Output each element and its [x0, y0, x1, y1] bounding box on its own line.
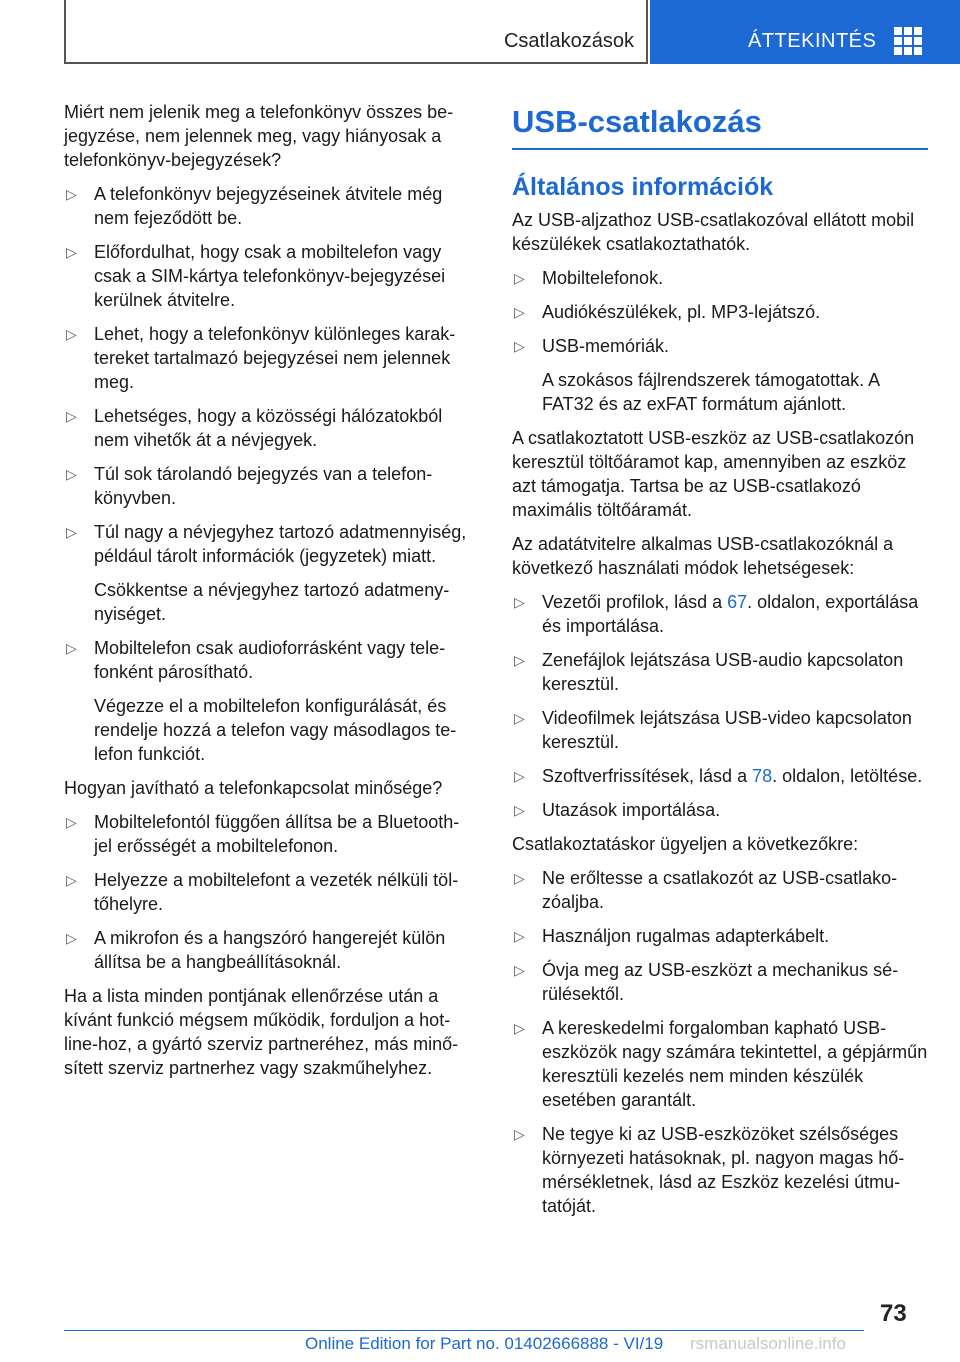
list-item: ▷ Vezetői profilok, lásd a 67. oldalon, exportálása és importálása. — [514, 592, 919, 636]
triangle-bullet-icon: ▷ — [514, 928, 525, 944]
triangle-bullet-icon: ▷ — [514, 710, 525, 726]
page-link[interactable]: 67 — [727, 592, 748, 612]
section-title: Csatlakozások — [503, 30, 634, 52]
triangle-bullet-icon: ▷ — [66, 244, 77, 260]
list-item: ▷ Mobiltelefon csak audioforrásként vagy telefonként párosítható. — [66, 638, 446, 682]
header-section-box — [64, 0, 648, 64]
triangle-bullet-icon: ▷ — [514, 802, 525, 818]
grid-icon[interactable] — [894, 27, 922, 55]
header-tab[interactable] — [650, 0, 960, 64]
paragraph: A csatlakoztatott USB-eszköz az USB-csatlakozón keresztül töltőáramot kap, amennyiben az eszköz azt támogatja. Tartsa be az USB-csatlakozó maximális töltőáramát. — [512, 428, 915, 520]
subsection-heading: Általános információk — [512, 173, 774, 201]
triangle-bullet-icon: ▷ — [514, 1020, 525, 1036]
list-item: ▷ Használjon rugalmas adapterkábelt. — [514, 926, 830, 946]
list-item: ▷ A kereskedelmi forgalomban kapható USB-eszközök nagy számára tekintettel, a gépjárműn keresztüli kezelés nem minden készülék esetében garantált. — [514, 1018, 928, 1110]
paragraph: Az USB-aljzathoz USB-csatlakozóval ellátott mobil készülékek csatlakoztathatók. — [512, 210, 915, 254]
triangle-bullet-icon: ▷ — [66, 814, 77, 830]
triangle-bullet-icon: ▷ — [66, 326, 77, 342]
triangle-bullet-icon: ▷ — [66, 524, 77, 540]
list-item: ▷ Ne tegye ki az USB-eszközöket szélsőséges környezeti hatásoknak, pl. nagyon magas hőmérsékletnek, lásd az Eszköz kezelési útmutatóját. — [514, 1124, 905, 1216]
list-item: ▷ Szoftverfrissítések, lásd a 78. oldalon, letöltése. — [514, 766, 923, 786]
triangle-bullet-icon: ▷ — [514, 304, 525, 320]
triangle-bullet-icon: ▷ — [514, 652, 525, 668]
triangle-bullet-icon: ▷ — [514, 870, 525, 886]
triangle-bullet-icon: ▷ — [514, 270, 525, 286]
triangle-bullet-icon: ▷ — [66, 186, 77, 202]
triangle-bullet-icon: ▷ — [66, 640, 77, 656]
list-item: ▷ Lehetséges, hogy a közösségi hálózatokból nem vihetők át a névjegyek. — [66, 406, 443, 450]
list-item-note: A szokásos fájlrendszerek támogatottak. A FAT32 és az exFAT formátum ajánlott. — [542, 370, 880, 414]
list-item-note: Csökkentse a névjegyhez tartozó adatmenynyiséget. — [94, 580, 450, 624]
list-item: ▷ Mobiltelefonok. — [514, 268, 664, 288]
paragraph: Az adatátvitelre alkalmas USB-csatlakozóknál a következő használati módok lehetségesek: — [512, 534, 894, 578]
list-item: ▷ Zenefájlok lejátszása USB-audio kapcsolaton keresztül. — [514, 650, 904, 694]
closing-paragraph: Ha a lista minden pontjának ellenőrzése után a kívánt funkció mégsem működik, forduljon a hotline-hoz, a gyártó szerviz partneréhez, más minősített szerviz partnerhez vagy szakműhelyhez. — [64, 986, 459, 1078]
list-item: ▷ Előfordulhat, hogy csak a mobiltelefon vagy csak a SIM-kártya telefonkönyv-bejegyzései kerülnek átvitelre. — [66, 242, 446, 310]
list-item: ▷ Ne erőltesse a csatlakozót az USB-csatlakozóaljba. — [514, 868, 898, 912]
tab-overview[interactable]: ÁTTEKINTÉS — [748, 30, 877, 52]
triangle-bullet-icon: ▷ — [66, 466, 77, 482]
list-item: ▷ Audiókészülékek, pl. MP3-lejátszó. — [514, 302, 821, 322]
list-item: ▷ USB-memóriák. — [514, 336, 670, 356]
list-item: ▷ A mikrofon és a hangszóró hangerejét külön állítsa be a hangbeállításoknál. — [66, 928, 446, 972]
footer-divider — [64, 1330, 864, 1331]
list-item: ▷ Utazások importálása. — [514, 800, 721, 820]
triangle-bullet-icon: ▷ — [514, 338, 525, 354]
list-item-note: Végezze el a mobiltelefon konfigurálását, és rendelje hozzá a telefon vagy másodlagos telefon funkciót. — [94, 696, 457, 764]
list-item: ▷ Túl nagy a névjegyhez tartozó adatmennyiség, például tárolt információk (jegyzetek) miatt. — [66, 522, 467, 566]
right-column — [512, 100, 928, 1228]
list-item: ▷ Óvja meg az USB-eszközt a mechanikus sérülésektől. — [514, 960, 899, 1004]
question-phonebook: Miért nem jelenik meg a telefonkönyv összes bejegyzése, nem jelennek meg, vagy hiányosak a telefonkönyv-bejegyzések? — [64, 102, 454, 170]
list-item: ▷ A telefonkönyv bejegyzéseinek átvitele még nem fejeződött be. — [66, 184, 443, 228]
triangle-bullet-icon: ▷ — [514, 768, 525, 784]
list-item: ▷ Mobiltelefontól függően állítsa be a Bluetooth-jel erősségét a mobiltelefonon. — [66, 812, 460, 856]
triangle-bullet-icon: ▷ — [66, 930, 77, 946]
list-item: ▷ Túl sok tárolandó bejegyzés van a telefonkönyvben. — [66, 464, 433, 508]
section-heading: USB-csatlakozás — [512, 102, 928, 150]
paragraph: Csatlakoztatáskor ügyeljen a következőkre: — [512, 834, 859, 854]
list-item: ▷ Videofilmek lejátszása USB-video kapcsolaton keresztül. — [514, 708, 912, 752]
triangle-bullet-icon: ▷ — [514, 962, 525, 978]
page-link[interactable]: 78 — [752, 766, 773, 786]
triangle-bullet-icon: ▷ — [514, 594, 525, 610]
list-item: ▷ Lehet, hogy a telefonkönyv különleges karaktereket tartalmazó bejegyzései nem jelennek meg. — [66, 324, 456, 392]
page-number: 73 — [880, 1300, 907, 1327]
watermark: rsmanualsonline.info — [690, 1334, 846, 1353]
triangle-bullet-icon: ▷ — [514, 1126, 525, 1142]
edition-note: Online Edition for Part no. 01402666888 - VI/19 — [305, 1334, 664, 1353]
left-column — [64, 100, 476, 1090]
triangle-bullet-icon: ▷ — [66, 872, 77, 888]
triangle-bullet-icon: ▷ — [66, 408, 77, 424]
list-item: ▷ Helyezze a mobiltelefont a vezeték nélküli töltőhelyre. — [66, 870, 459, 914]
question-call-quality: Hogyan javítható a telefonkapcsolat minősége? — [64, 778, 443, 798]
